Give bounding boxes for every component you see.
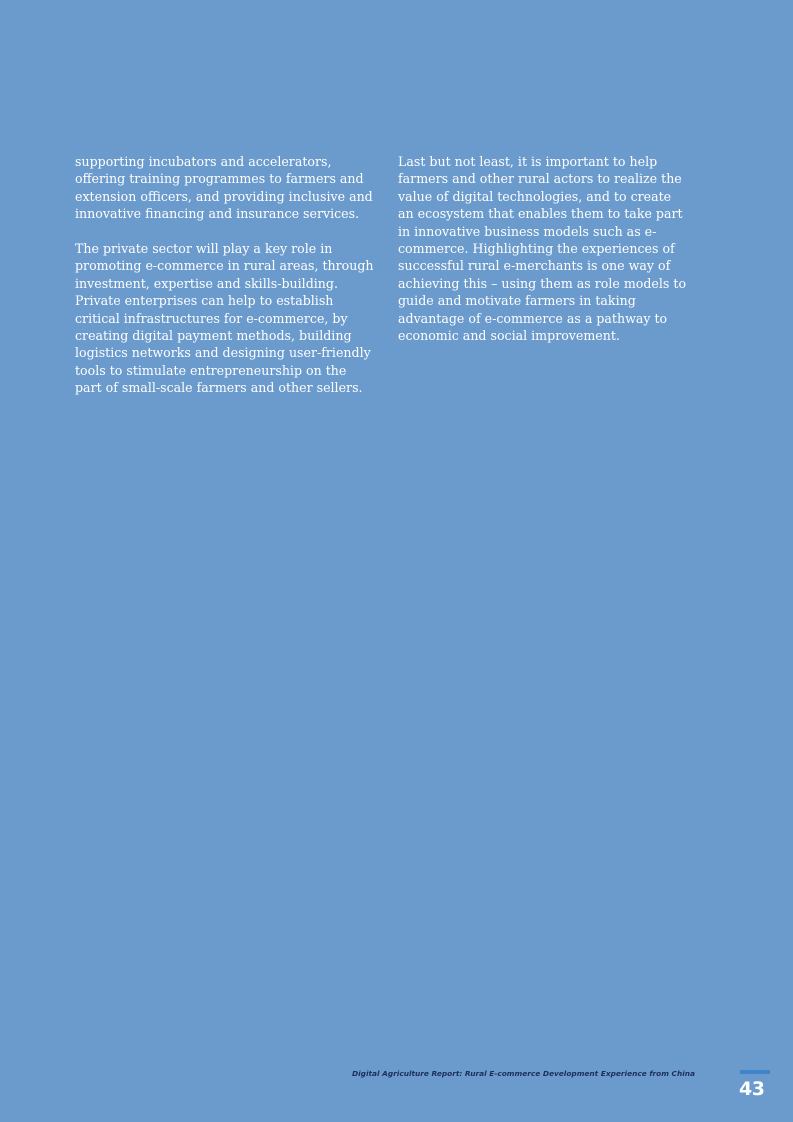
right-column bbox=[398, 153, 690, 362]
footer-report-title: Digital Agriculture Report: Rural E-commerce Development Experience from China bbox=[352, 1069, 695, 1078]
page-number-accent-bar bbox=[740, 1070, 770, 1074]
paragraph-support-services: supporting incubators and accelerators, offering training programmes to farmers and extension officers, and providing inclusive and innovative financing and insurance services. bbox=[75, 154, 373, 222]
paragraph-last-but-not-least: Last but not least, it is important to help farmers and other rural actors to realize the value of digital technologies, and to create an ecosystem that enables them to take part in innovative business models such as e-commerce. Highlighting the experiences of successful rural e-merchants is one way of achieving this – using them as role models to guide and motivate farmers in taking advantage of e-commerce as a pathway to economic and social improvement. bbox=[398, 154, 687, 344]
page-number: 43 bbox=[739, 1078, 765, 1100]
paragraph-private-sector: The private sector will play a key role in promoting e-commerce in rural areas, through investment, expertise and skills-building. Private enterprises can help to establish critical infrastructures for e-commerce, by creating digital payment methods, building logistics networks and designing user-friendly tools to stimulate entrepreneurship on the part of small-scale farmers and other sellers. bbox=[75, 241, 374, 396]
left-column bbox=[75, 153, 375, 414]
